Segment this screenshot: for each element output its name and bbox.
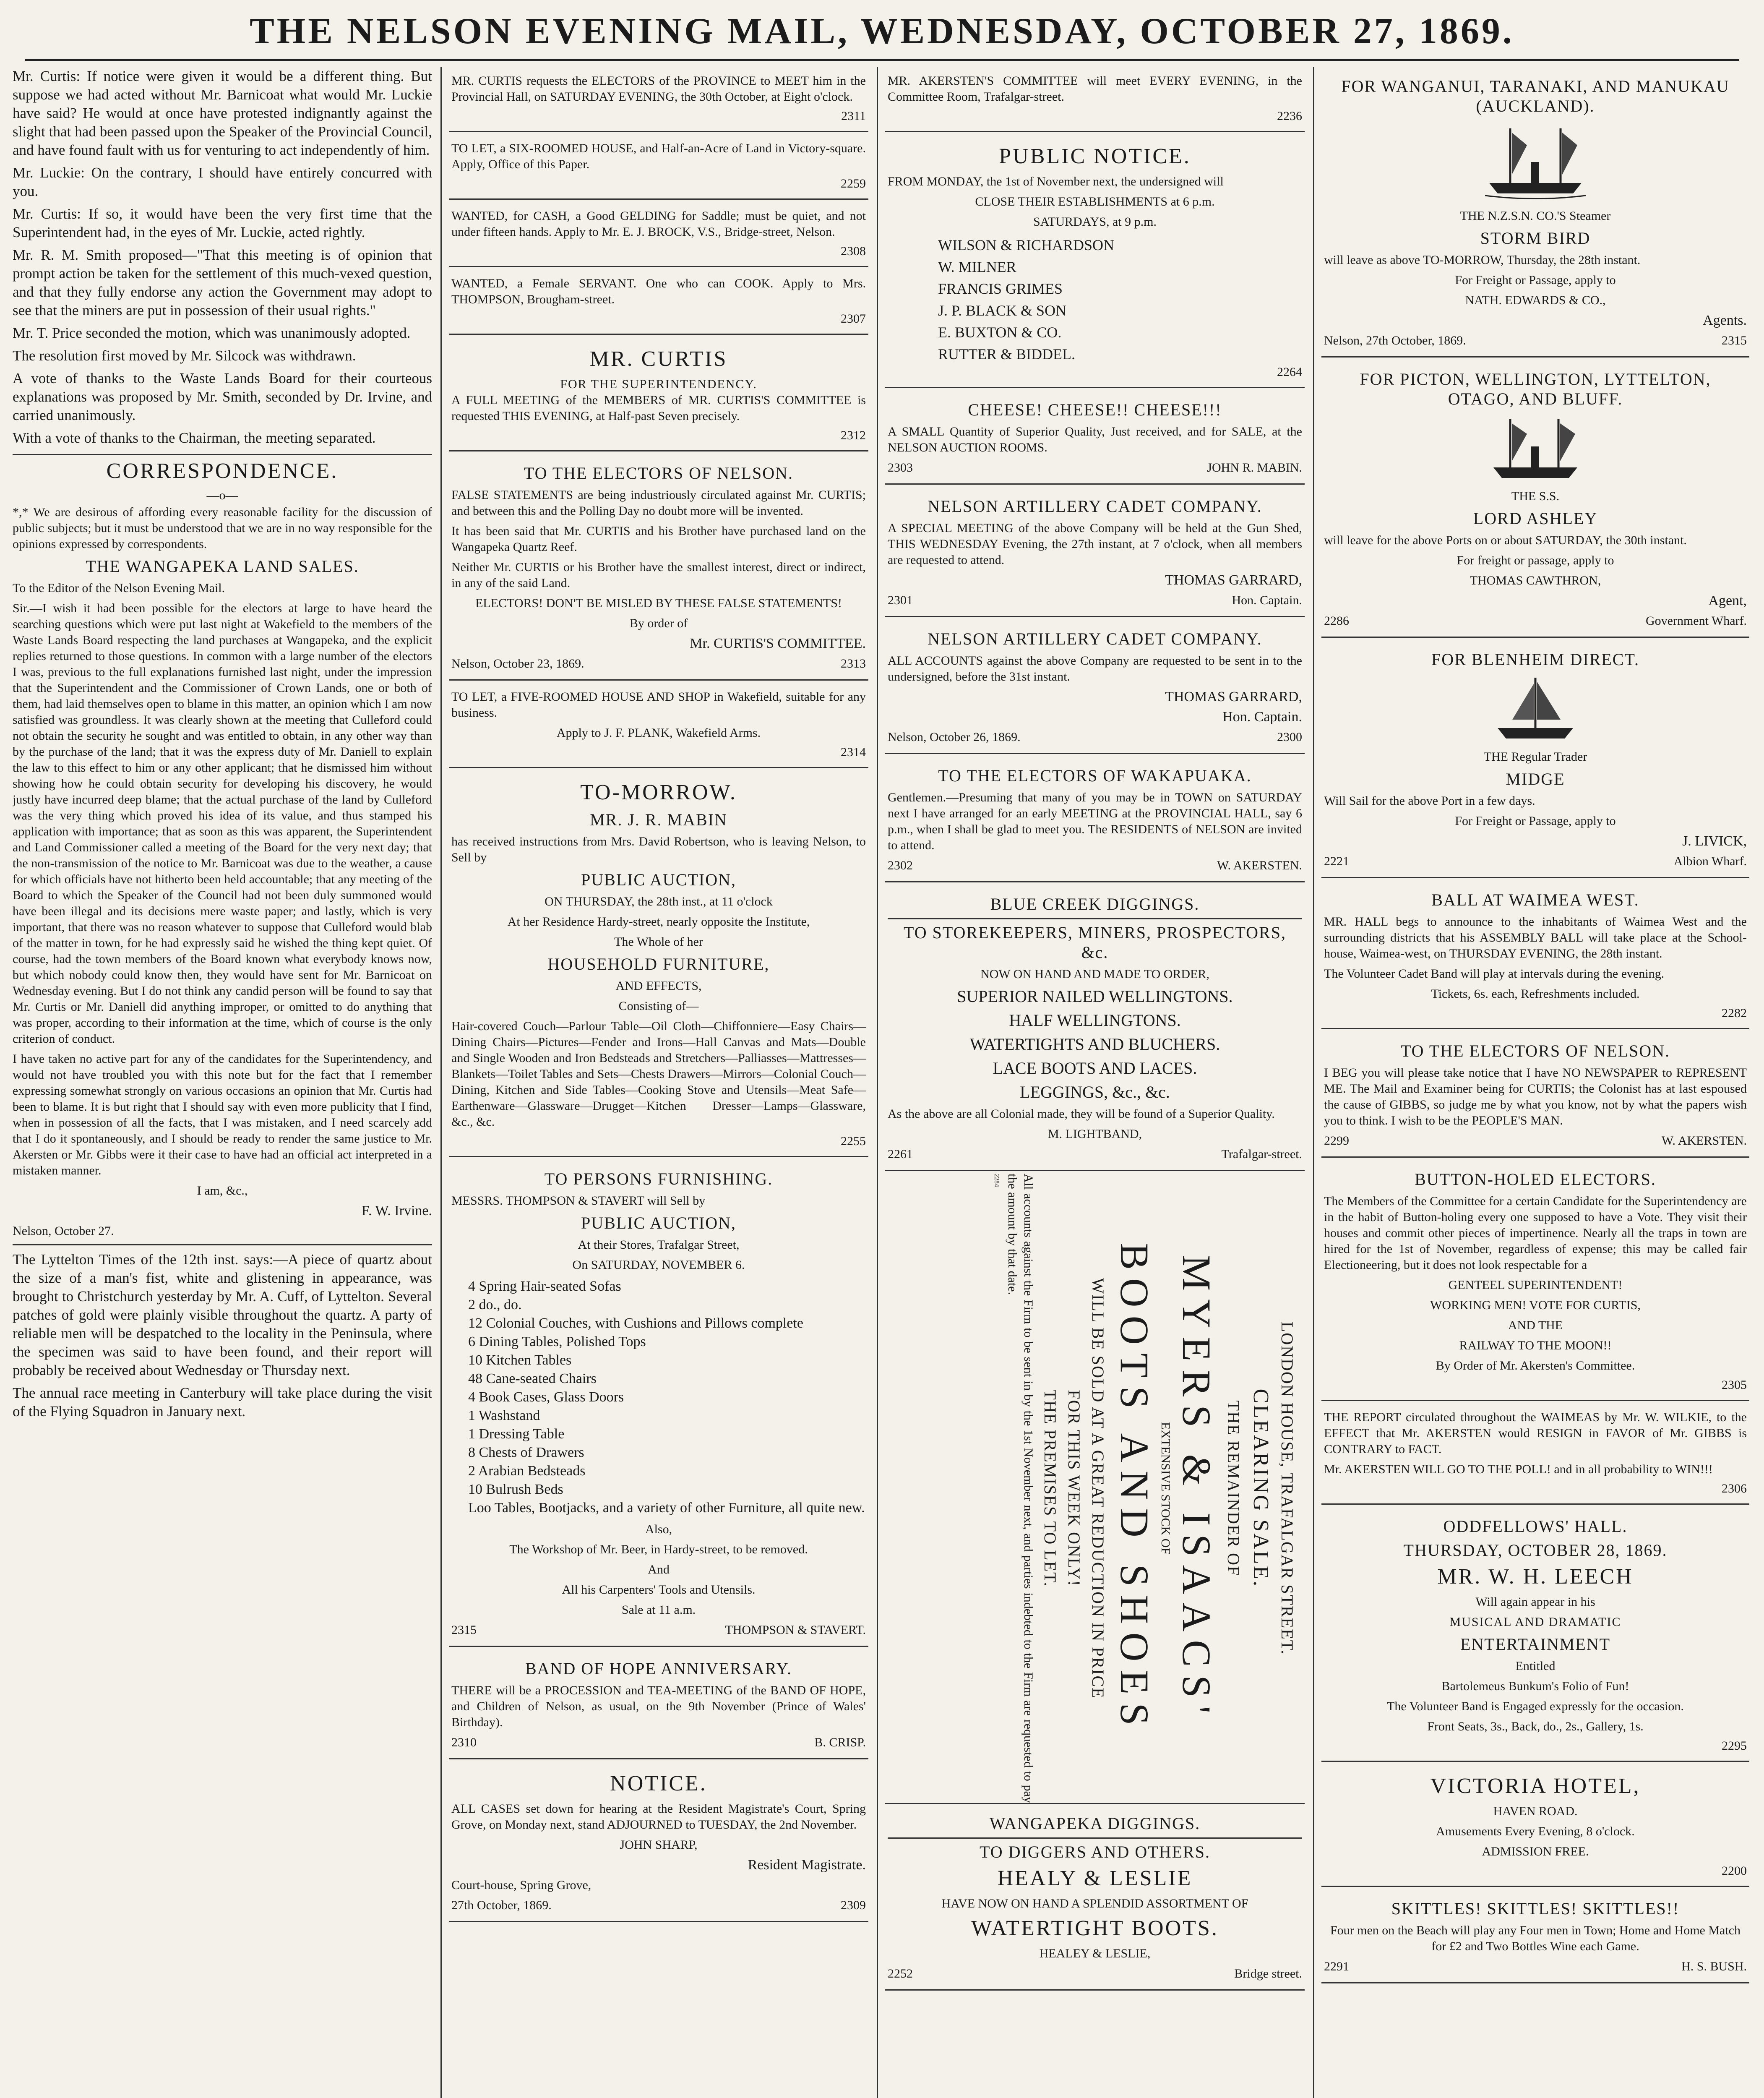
advert-text: HAVE NOW ON HAND A SPLENDID ASSORTMENT OF bbox=[941, 1897, 1248, 1910]
advert-text: Gentlemen.—Presuming that many of you may be in TOWN on SATURDAY next I have arranged for an early MEETING at the PROVINCIAL HALL, say 6 p.m., when I shall be glad to meet you. The RESIDENTS of NELSON are invited to attend. bbox=[888, 791, 1302, 852]
advert-line: HAVEN ROAD. bbox=[1493, 1804, 1578, 1818]
advert-by: By Order of Mr. Akersten's Committee. bbox=[1436, 1359, 1635, 1373]
advert-heading: BALL AT WAIMEA WEST. bbox=[1431, 890, 1639, 909]
advert-text: Four men on the Beach will play any Four men in Town; Home and Home Match for £2 and Two Bottles Wine each Game. bbox=[1330, 1923, 1741, 1953]
advert-signature: B. CRISP. bbox=[814, 1735, 866, 1749]
letter-date: Nelson, October 27. bbox=[13, 1224, 114, 1238]
advert-number: 2282 bbox=[1722, 1006, 1747, 1020]
paragraph: Mr. Luckie: On the contrary, I should have entirely concurred with you. bbox=[13, 164, 432, 199]
advert-line: WILL BE SOLD AT A GREAT REDUCTION IN PRICE bbox=[1089, 1278, 1107, 1699]
advert-heading: FOR PICTON, WELLINGTON, LYTTELTON, OTAGO, AND BLUFF. bbox=[1360, 370, 1711, 408]
advert-freight: For Freight or Passage, apply to bbox=[1455, 273, 1616, 287]
divider: —o— bbox=[206, 488, 238, 502]
advert-number: 2295 bbox=[1722, 1739, 1747, 1753]
advert-number: 2306 bbox=[1722, 1482, 1747, 1495]
product-line: WATERTIGHTS AND BLUCHERS. bbox=[969, 1035, 1220, 1054]
list-item: FRANCIS GRIMES bbox=[938, 280, 1063, 297]
advert-number: 2255 bbox=[841, 1134, 866, 1148]
sailing-ship-icon bbox=[1489, 673, 1582, 745]
advert-number: 2299 bbox=[1324, 1134, 1349, 1148]
advert-wanted-gelding bbox=[449, 202, 868, 267]
advert-number: 2291 bbox=[1324, 1960, 1349, 1973]
advert-text: will leave for the above Ports on or about SATURDAY, the 30th instant. bbox=[1324, 533, 1687, 547]
masthead bbox=[25, 8, 1739, 61]
advert-heading: SKITTLES! SKITTLES! SKITTLES!! bbox=[1391, 1899, 1680, 1918]
advert-line: THE PREMISES TO LET. bbox=[1041, 1389, 1060, 1587]
advert-place: Trafalgar-street. bbox=[1221, 1147, 1302, 1161]
column-3 bbox=[885, 67, 1305, 2098]
auction-effects: AND EFFECTS, bbox=[615, 979, 702, 993]
advert-text: WANTED, for CASH, a Good GELDING for Saddle; must be quiet, and not under fifteen hands. Apply to Mr. E. J. BROCK, V.S., Bridge-street, Nelson. bbox=[451, 209, 866, 239]
auction-also: Also, bbox=[645, 1522, 672, 1536]
advert-text: A FULL MEETING of the MEMBERS of MR. CURTIS'S COMMITTEE is requested THIS EVENING, at Half-past Seven precisely. bbox=[451, 393, 866, 423]
advert-midge bbox=[1321, 640, 1749, 878]
advert-subheading: TO DIGGERS AND OTHERS. bbox=[980, 1842, 1210, 1861]
advert-heading: LONDON HOUSE, TRAFALGAR STREET. bbox=[1278, 1321, 1297, 1655]
advert-heading: NOTICE. bbox=[610, 1772, 707, 1795]
advert-cadet-accounts bbox=[885, 620, 1305, 754]
letter-paragraph: I have taken no active part for any of the candidates for the Superintendency, and would not have troubled you with this note but for the fact that I remember expressing somewhat strongly on various occasions an opinion that Mr. Curtis had been to blame. It is but right that I should say with even more publicity that I find, when in possession of all the facts, that I was mistaken, and I need scarcely add that I do it spontaneously, and I should be ready to render the same justice to Mr. Akersten or Mr. Gibbs were it their case to have had an official act interpreted in a mistaken manner. bbox=[13, 1052, 432, 1177]
advert-text: Neither Mr. CURTIS or his Brother have the smallest interest, direct or indirect, in any of the said Land. bbox=[451, 560, 866, 590]
product-line: SUPERIOR NAILED WELLINGTONS. bbox=[957, 987, 1233, 1006]
advert-text: MESSRS. THOMPSON & STAVERT will Sell by bbox=[451, 1194, 706, 1208]
advert-heading: MR. CURTIS bbox=[589, 347, 728, 371]
advert-heading: FOR BLENHEIM DIRECT. bbox=[1431, 650, 1639, 669]
advert-signature: JOHN SHARP, bbox=[620, 1838, 698, 1852]
advert-firm: HEALY & LESLIE bbox=[997, 1866, 1193, 1890]
auction-time: Sale at 11 a.m. bbox=[621, 1603, 696, 1617]
correspondence-note: *,* We are desirous of affording every reasonable facility for the discussion of public subjects; but it must be understood that we are in no way responsible for the opinions expressed by correspondents. bbox=[13, 505, 432, 551]
letter-salutation: To the Editor of the Nelson Evening Mail. bbox=[13, 581, 225, 595]
list-item: W. MILNER bbox=[938, 258, 1016, 275]
list-item: WILSON & RICHARDSON bbox=[938, 237, 1115, 253]
advert-number: 2236 bbox=[1277, 109, 1302, 123]
advert-place: Government Wharf. bbox=[1645, 614, 1747, 628]
advert-text: ALL ACCOUNTS against the above Company are requested to be sent in to the undersigned, before the 31st instant. bbox=[888, 654, 1302, 684]
auction-and: And bbox=[648, 1563, 670, 1576]
advert-signature: THOMAS GARRARD, bbox=[1165, 689, 1302, 705]
advert-text: A SMALL Quantity of Superior Quality, Just received, and for SALE, at the NELSON AUCTION ROOMS. bbox=[888, 425, 1302, 454]
advert-date: Nelson, October 23, 1869. bbox=[451, 657, 584, 671]
auction-items bbox=[451, 1277, 866, 1517]
advert-line: FOR THIS WEEK ONLY! bbox=[1065, 1390, 1084, 1587]
advert-text: WANTED, a Female SERVANT. One who can COOK. Apply to Mrs. THOMPSON, Brougham-street. bbox=[451, 277, 866, 306]
advert-number: 2300 bbox=[1277, 730, 1302, 744]
advert-text: Will Sail for the above Port in a few days. bbox=[1324, 794, 1535, 808]
advert-number: 2312 bbox=[841, 428, 866, 442]
advert-wanted-servant bbox=[449, 270, 868, 335]
advert-thompson-stavert bbox=[449, 1160, 868, 1647]
advert-role: Resident Magistrate. bbox=[748, 1857, 866, 1873]
advert-role: Hon. Captain. bbox=[1222, 709, 1302, 725]
list-item: J. P. BLACK & SON bbox=[938, 302, 1067, 319]
advert-text: A SPECIAL MEETING of the above Company will be held at the Gun Shed, THIS WEDNESDAY Evening, the 27th instant, at 7 o'clock, when all members are requested to attend. bbox=[888, 521, 1302, 567]
auction-label: PUBLIC AUCTION, bbox=[581, 870, 737, 889]
advert-heading: BLUE CREEK DIGGINGS. bbox=[990, 895, 1200, 913]
advert-wakapuaka bbox=[885, 757, 1305, 882]
advert-subheading: CLEARING SALE. bbox=[1249, 1388, 1273, 1588]
advert-line: THE N.Z.S.N. CO.'S Steamer bbox=[1460, 209, 1611, 223]
advert-role: Hon. Captain. bbox=[1232, 593, 1302, 607]
advert-firm: MYERS & ISAACS' bbox=[1174, 1255, 1219, 1722]
advert-line: WORKING MEN! VOTE FOR CURTIS, bbox=[1430, 1298, 1641, 1312]
advert-text: It has been said that Mr. CURTIS and his Brother have purchased land on the Wangapeka Quartz Reef. bbox=[451, 524, 866, 554]
advert-curtis-meeting bbox=[449, 67, 868, 132]
advert-text: The Volunteer Cadet Band will play at intervals during the evening. bbox=[1324, 967, 1665, 981]
list-item: 6 Dining Tables, Polished Tops bbox=[468, 1334, 646, 1349]
advert-product: BOOTS AND SHOES bbox=[1112, 1243, 1157, 1734]
advert-london-house-rotated bbox=[885, 1174, 1305, 1804]
auction-heading: HOUSEHOLD FURNITURE, bbox=[547, 955, 770, 973]
show-title: Bartolemeus Bunkum's Folio of Fun! bbox=[1441, 1679, 1629, 1693]
list-item: 1 Dressing Table bbox=[468, 1426, 565, 1442]
advert-close: CLOSE THEIR ESTABLISHMENTS at 6 p.m. bbox=[975, 195, 1215, 209]
advert-notice bbox=[449, 1762, 868, 1922]
advert-number: 2284 bbox=[993, 1174, 1000, 1187]
advert-line: THE Regular Trader bbox=[1483, 750, 1587, 764]
product-line: LACE BOOTS AND LACES. bbox=[993, 1059, 1197, 1078]
advert-line: Will again appear in his bbox=[1475, 1595, 1595, 1609]
advert-line: THE S.S. bbox=[1511, 489, 1560, 503]
advert-signature: H. S. BUSH. bbox=[1681, 1960, 1747, 1973]
advert-number: 2315 bbox=[451, 1623, 477, 1637]
news-item: The annual race meeting in Canterbury will take place during the visit of the Flying Squadron in January next. bbox=[13, 1385, 432, 1420]
list-item: 2 Arabian Bedsteads bbox=[468, 1463, 586, 1479]
advert-heading: ODDFELLOWS' HALL. bbox=[1443, 1517, 1628, 1536]
paragraph: Mr. R. M. Smith proposed—"That this meeting is of opinion that prompt action be taken for the settlement of this much-vexed question, and that they fully endorse any action the Government may adopt to see that the miners are put in possession of their usual rights." bbox=[13, 247, 432, 318]
advert-text: THE REPORT circulated throughout the WAIMEAS by Mr. W. WILKIE, to the EFFECT that Mr. AKERSTEN would RESIGN in FAVOR of Mr. GIBBS is CONTRARY to FACT. bbox=[1324, 1410, 1747, 1456]
advert-apply: Apply to J. F. PLANK, Wakefield Arms. bbox=[556, 726, 761, 740]
advert-heading: TO THE ELECTORS OF NELSON. bbox=[524, 464, 794, 483]
advert-date: 27th October, 1869. bbox=[451, 1898, 552, 1912]
advert-akersten-committee bbox=[885, 67, 1305, 132]
advert-cadet-meeting bbox=[885, 487, 1305, 617]
advert-heading: BAND OF HOPE ANNIVERSARY. bbox=[525, 1659, 792, 1678]
auction-date: ON THURSDAY, the 28th inst., at 11 o'clock bbox=[545, 895, 773, 908]
advert-signature: THOMPSON & STAVERT. bbox=[725, 1623, 866, 1637]
performer-name: MR. W. H. LEECH bbox=[1437, 1565, 1634, 1589]
advert-number: 2313 bbox=[841, 657, 866, 671]
list-item: Loo Tables, Bootjacks, and a variety of other Furniture, all quite new. bbox=[468, 1500, 865, 1516]
advert-text: THERE will be a PROCESSION and TEA-MEETING of the BAND OF HOPE, and Children of Nelson, as usual, on the 9th November (Prince of Wales' Birthday). bbox=[451, 1683, 866, 1729]
advert-date: Nelson, October 26, 1869. bbox=[888, 730, 1021, 744]
advert-button-holed bbox=[1321, 1160, 1749, 1401]
advert-signature: THOMAS GARRARD, bbox=[1165, 572, 1302, 588]
list-item: 10 Bulrush Beds bbox=[468, 1482, 563, 1497]
firms-list bbox=[888, 234, 1302, 365]
advert-line: ENTERTAINMENT bbox=[1460, 1635, 1611, 1654]
advert-date: THURSDAY, OCTOBER 28, 1869. bbox=[1403, 1541, 1668, 1560]
news-item: The Lyttelton Times of the 12th inst. says:—A piece of quartz about the size of a man's fist, white and glistening in appearance, was brought to Christchurch yesterday by Mr. A. Cuff, of Lyttelton. Several patches of gold were plainly visible throughout the quartz. A party of reliable men will be despatched to the locality in the Peninsula, where the specimen was said to have been found, and their report will probably be received about Wednesday or Thursday next. bbox=[13, 1251, 432, 1378]
column-rule bbox=[877, 67, 878, 2098]
list-item: 48 Cane-seated Chairs bbox=[468, 1371, 597, 1386]
advert-text: FROM MONDAY, the 1st of November next, the undersigned will bbox=[888, 175, 1224, 188]
advert-number: 2315 bbox=[1722, 334, 1747, 347]
advert-number: 2314 bbox=[841, 745, 866, 759]
advert-heading: NELSON ARTILLERY CADET COMPANY. bbox=[928, 629, 1262, 648]
advert-ball-waimea bbox=[1321, 881, 1749, 1029]
advert-mabin-auction bbox=[449, 771, 868, 1157]
letter-close: I am, &c., bbox=[197, 1184, 248, 1198]
advert-electors-nelson bbox=[449, 454, 868, 681]
advert-number: 2310 bbox=[451, 1735, 477, 1749]
meeting-report bbox=[13, 67, 432, 447]
product-line: HALF WELLINGTONS. bbox=[1009, 1011, 1181, 1030]
advert-number: 2221 bbox=[1324, 854, 1349, 868]
advert-heading: TO PERSONS FURNISHING. bbox=[544, 1169, 773, 1188]
advert-role: Agent, bbox=[1708, 593, 1747, 608]
list-item: 4 Spring Hair-seated Sofas bbox=[468, 1279, 621, 1294]
column-rule bbox=[440, 67, 442, 2098]
advert-freight: For Freight or Passage, apply to bbox=[1455, 814, 1616, 828]
advert-number: 2259 bbox=[841, 177, 866, 190]
auctioneer-name: MR. J. R. MABIN bbox=[590, 810, 727, 829]
list-item: 12 Colonial Couches, with Cushions and Pillows complete bbox=[468, 1315, 803, 1331]
paragraph: Mr. Curtis: If notice were given it would be a different thing. But suppose we had acted without Mr. Barnicoat what would Mr. Luckie have said? He would at once have protested indignantly against the slight that had been passed upon the Speaker of the Provincial Council, and have found fault with us for venturing to act independently of him. bbox=[13, 68, 432, 158]
advert-number: 2200 bbox=[1722, 1864, 1747, 1878]
advert-text: NOW ON HAND AND MADE TO ORDER, bbox=[980, 967, 1209, 981]
advert-text: Mr. AKERSTEN WILL GO TO THE POLL! and in all probability to WIN!!! bbox=[1324, 1462, 1713, 1476]
advert-agent: THOMAS CAWTHRON, bbox=[1470, 574, 1601, 587]
list-item: RUTTER & BIDDEL. bbox=[938, 346, 1075, 363]
advert-text: will leave as above TO-MORROW, Thursday, the 28th instant. bbox=[1324, 253, 1641, 267]
ship-name: LORD ASHLEY bbox=[1473, 509, 1598, 528]
advert-cheese bbox=[885, 391, 1305, 485]
advert-product: WATERTIGHT BOOTS. bbox=[971, 1916, 1219, 1940]
advert-place: Court-house, Spring Grove, bbox=[451, 1878, 591, 1892]
advert-to-let-shop bbox=[449, 683, 868, 768]
advert-number: 2252 bbox=[888, 1967, 913, 1981]
advert-number: 2309 bbox=[841, 1898, 866, 1912]
advert-number: 2307 bbox=[841, 312, 866, 326]
advert-agent: J. LIVICK, bbox=[1682, 833, 1747, 849]
advert-oddfellows bbox=[1321, 1507, 1749, 1762]
advert-signature: HEALEY & LESLIE, bbox=[1039, 1947, 1151, 1960]
advert-heading: TO THE ELECTORS OF NELSON. bbox=[1400, 1041, 1670, 1060]
advert-by: By order of bbox=[629, 616, 688, 630]
advert-heading: PUBLIC NOTICE. bbox=[999, 144, 1191, 168]
advert-text: ALL CASES set down for hearing at the Resident Magistrate's Court, Spring Grove, on Monday next, stand ADJOURNED to TUESDAY, the 2nd November. bbox=[451, 1802, 866, 1832]
paragraph: With a vote of thanks to the Chairman, the meeting separated. bbox=[13, 430, 376, 446]
advert-band-of-hope bbox=[449, 1649, 868, 1759]
advert-lord-ashley bbox=[1321, 360, 1749, 638]
advert-signature: M. LIGHTBAND, bbox=[1047, 1127, 1142, 1141]
advert-line: THE REMAINDER OF bbox=[1224, 1400, 1243, 1576]
paragraph: A vote of thanks to the Waste Lands Board for their courteous explanations was proposed by Mr. Smith, seconded by Dr. Irvine, and carried unanimously. bbox=[13, 370, 432, 423]
advert-line: Entitled bbox=[1515, 1659, 1556, 1673]
advert-line: EXTENSIVE STOCK OF bbox=[1159, 1422, 1173, 1555]
rotated-advert bbox=[885, 1174, 1300, 1803]
advert-skittles bbox=[1321, 1889, 1749, 1983]
list-item: 2 do., do. bbox=[468, 1297, 522, 1313]
advert-signature: W. AKERSTEN. bbox=[1217, 859, 1302, 872]
auction-tools: All his Carpenters' Tools and Utensils. bbox=[562, 1583, 756, 1597]
advert-text: The Volunteer Band is Engaged expressly for the occasion. bbox=[1387, 1699, 1684, 1713]
product-line: LEGGINGS, &c., &c. bbox=[1020, 1083, 1170, 1101]
advert-warning: ELECTORS! DON'T BE MISLED BY THESE FALSE STATEMENTS! bbox=[475, 596, 842, 610]
advert-prices: Front Seats, 3s., Back, do., 2s., Gallery, 1s. bbox=[1427, 1720, 1644, 1733]
letter-signature: F. W. Irvine. bbox=[361, 1203, 432, 1219]
auction-consisting: Consisting of— bbox=[618, 999, 699, 1013]
paragraph: The resolution first moved by Mr. Silcock was withdrawn. bbox=[13, 347, 356, 364]
paragraph: Mr. Curtis: If so, it would have been the very first time that the Superintendent had, in the eyes of Mr. Luckie, acted rightly. bbox=[13, 206, 432, 240]
advert-text: TO LET, a FIVE-ROOMED HOUSE AND SHOP in Wakefield, suitable for any business. bbox=[451, 690, 866, 720]
advert-line: ADMISSION FREE. bbox=[1482, 1845, 1589, 1858]
advert-role: Agents. bbox=[1703, 313, 1747, 328]
letter-title: THE WANGAPEKA LAND SALES. bbox=[86, 557, 359, 576]
advert-report bbox=[1321, 1404, 1749, 1505]
advert-heading: BUTTON-HOLED ELECTORS. bbox=[1415, 1170, 1656, 1189]
auction-workshop: The Workshop of Mr. Beer, in Hardy-street, to be removed. bbox=[509, 1542, 808, 1556]
advert-line: RAILWAY TO THE MOON!! bbox=[1459, 1339, 1612, 1352]
advert-heading: FOR WANGANUI, TARANAKI, AND MANUKAU (AUCKLAND). bbox=[1341, 77, 1730, 115]
advert-signature: W. AKERSTEN. bbox=[1661, 1134, 1747, 1148]
advert-subheading: FOR THE SUPERINTENDENCY. bbox=[560, 377, 757, 391]
advert-signature: Mr. CURTIS'S COMMITTEE. bbox=[690, 636, 866, 651]
advert-heading: WANGAPEKA DIGGINGS. bbox=[989, 1814, 1201, 1833]
list-item: 10 Kitchen Tables bbox=[468, 1352, 572, 1368]
auction-whole: The Whole of her bbox=[614, 935, 703, 949]
advert-number: 2303 bbox=[888, 461, 913, 475]
advert-text: has received instructions from Mrs. David Robertson, who is leaving Nelson, to Sell by bbox=[451, 835, 866, 864]
column-rule bbox=[1313, 67, 1314, 2098]
advert-agent: NATH. EDWARDS & CO., bbox=[1465, 293, 1606, 307]
advert-place: Bridge street. bbox=[1234, 1967, 1302, 1981]
advert-saturday: SATURDAYS, at 9 p.m. bbox=[1033, 215, 1157, 229]
advert-place: Albion Wharf. bbox=[1673, 854, 1747, 868]
list-item: E. BUXTON & CO. bbox=[938, 324, 1062, 341]
advert-text: MR. AKERSTEN'S COMMITTEE will meet EVERY EVENING, in the Committee Room, Trafalgar-street. bbox=[888, 74, 1302, 104]
advert-text: As the above are all Colonial made, they will be found of a Superior Quality. bbox=[888, 1107, 1275, 1121]
paragraph: Mr. T. Price seconded the motion, which was unanimously adopted. bbox=[13, 325, 411, 341]
advert-number: 2286 bbox=[1324, 614, 1349, 628]
advert-signature: JOHN R. MABIN. bbox=[1207, 461, 1302, 475]
advert-date: Nelson, 27th October, 1869. bbox=[1324, 334, 1466, 347]
advert-text: FALSE STATEMENTS are being industriously circulated against Mr. CURTIS; and between this and the Polling Day no doubt more will be invented. bbox=[451, 488, 866, 518]
column-1 bbox=[13, 67, 432, 2098]
column-4 bbox=[1321, 67, 1749, 2098]
advert-subheading: TO STOREKEEPERS, MINERS, PROSPECTORS, &c. bbox=[904, 923, 1286, 962]
advert-number: 2308 bbox=[841, 244, 866, 258]
letter-paragraph: Sir.—I wish it had been possible for the electors at large to have heard the searching questions which were put last night at Wakefield to the members of the Waste Lands Board respecting the land purchases at Wangapeka, and the explicit replies returned to those questions. In common with a large number of the electors I was, previous to the full explanations furnished last night, under the impression that the Superintendent and the Commissioner of Crown Lands, one or both of them, had laid themselves open to blame in this matter, an opinion which I am now satisfied was groundless. It was clearly shown at the meeting that Culleford could not obtain the security he sought and was entitled to obtain, in any other way than by the purchase of the land; that it was the express duty of Mr. Daniell to explain the law to this effect to him or any other applicant; that he dismissed him without showing how he could obtain security for developing his discovery, he would justly have incurred deep blame; that the actual purchase of the land by Culleford was the very thing which proved his idea of its value, and thus stamped his application with importance; that as soon as this was apparent, the Superintendent and Land Commissioner called a meeting of the Board for the very next day; that the non-transmission of the notice to Mr. Barnicoat was due to the weather, a cause for which officials have not hitherto been held accountable; that any meeting of the Board to which the Speaker of the Council had not been duly summoned would have been illegal and its decisions mere waste paper; and lastly, which is very important, that there was no reason whatever to suppose that Culleford would blab of the matter in town, for he had expressly said he wished the thing kept quiet. Of course, had the town members of the Board known what everybody knows now, but which nobody could know then, they would have sent for Mr. Barnicoat on Wednesday evening. But I do not think any candid person will be found to say that Mr. Curtis or Mr. Daniell did anything improper, or omitted to do anything that was proper, according to their information at the time, which of course is the only criterion of conduct. bbox=[13, 601, 432, 1046]
advert-number: 2261 bbox=[888, 1147, 913, 1161]
advert-text: TO LET, a SIX-ROOMED HOUSE, and Half-an-Acre of Land in Victory-square. Apply, Office of this Paper. bbox=[451, 141, 866, 171]
advert-number: 2305 bbox=[1722, 1378, 1747, 1392]
advert-line: GENTEEL SUPERINTENDENT! bbox=[1448, 1278, 1623, 1292]
advert-storm-bird bbox=[1321, 67, 1749, 357]
newspaper-title: THE NELSON EVENING MAIL, WEDNESDAY, OCTOBER 27, 1869. bbox=[250, 11, 1514, 52]
advert-heading: VICTORIA HOTEL, bbox=[1430, 1774, 1641, 1798]
advert-number: 2311 bbox=[841, 109, 866, 123]
advert-lightband bbox=[885, 885, 1305, 1171]
steamer-icon bbox=[1481, 120, 1590, 204]
list-item: 1 Washstand bbox=[468, 1408, 540, 1423]
advert-text: MR. HALL begs to announce to the inhabitants of Waimea West and the surrounding districts that his ASSEMBLY BALL will take place at the School-house, Waimea-west, on THURSDAY EVENING, the 28th instant. bbox=[1324, 915, 1747, 960]
advert-heading: TO THE ELECTORS OF WAKAPUAKA. bbox=[938, 766, 1252, 785]
advert-heading: NELSON ARTILLERY CADET COMPANY. bbox=[928, 497, 1262, 516]
advert-to-let bbox=[449, 135, 868, 200]
advert-text: I BEG you will please take notice that I have NO NEWSPAPER to REPRESENT ME. The Mail and Examiner being for CURTIS; the Colonist has at last espoused the cause of GIBBS, so judge me by what you know, not by what the papers wish you to think. I wish to be the PEOPLE'S MAN. bbox=[1324, 1066, 1747, 1127]
advert-heading: CHEESE! CHEESE!! CHEESE!!! bbox=[968, 400, 1222, 419]
advert-text: MR. CURTIS requests the ELECTORS of the PROVINCE to MEET him in the Provincial Hall, on SATURDAY EVENING, the 30th October, at Eight o'clock. bbox=[451, 74, 866, 104]
auction-place: At their Stores, Trafalgar Street, bbox=[578, 1238, 740, 1252]
auction-place: At her Residence Hardy-street, nearly opposite the Institute, bbox=[507, 915, 810, 929]
advert-text: All accounts against the Firm to be sent in by the 1st November next, and parties indebted to the Firm are requested to pay the amount by that date. bbox=[1006, 1174, 1035, 1803]
advert-line: AND THE bbox=[1508, 1318, 1563, 1332]
advert-text: The Members of the Committee for a certain Candidate for the Superintendency are in the habit of Button-holing every one supposed to have a Vote. They visit their houses and commit other pieces of impertinence. Nearly all the traps in town are hired for the 1st of November, regardless of expense; this may be called fair Electioneering, but it does not look respectable for a bbox=[1324, 1194, 1747, 1272]
advert-tickets: Tickets, 6s. each, Refreshments included. bbox=[1431, 987, 1640, 1001]
auction-label: PUBLIC AUCTION, bbox=[581, 1213, 737, 1232]
advert-heading: TO-MORROW. bbox=[580, 780, 737, 804]
advert-line: MUSICAL AND DRAMATIC bbox=[1449, 1615, 1621, 1629]
advert-akersten-electors bbox=[1321, 1032, 1749, 1158]
advert-healey-leslie bbox=[885, 1804, 1305, 1991]
advert-number: 2264 bbox=[1277, 365, 1302, 379]
auction-list: Hair-covered Couch—Parlour Table—Oil Cloth—Chiffonniere—Easy Chairs—Dining Chairs—Pictures—Fender and Irons—Hall Canvas and Mats—Double and Single Wooden and Iron Bedsteads and Stretchers—Palliasses—Mattresses—Blankets—Toilet Tables and Sets—Chests Drawers—Mirrors—Colonial Couch—Dining, Kitchen and Side Tables—Cooking Stove and Utensils—Meat Safe—Earthenware—Glassware—Drugget—Kitchen Dresser—Lamps—Glassware, &c., &c. bbox=[451, 1019, 866, 1129]
advert-public-notice bbox=[885, 135, 1305, 388]
list-item: 8 Chests of Drawers bbox=[468, 1445, 584, 1460]
advert-number: 2301 bbox=[888, 593, 913, 607]
advert-freight: For freight or passage, apply to bbox=[1457, 553, 1614, 567]
auction-date: On SATURDAY, NOVEMBER 6. bbox=[572, 1258, 745, 1272]
list-item: 4 Book Cases, Glass Doors bbox=[468, 1389, 624, 1405]
advert-victoria-hotel bbox=[1321, 1764, 1749, 1887]
advert-number: 2302 bbox=[888, 859, 913, 872]
ship-name: MIDGE bbox=[1506, 770, 1565, 788]
advert-curtis-committee bbox=[449, 337, 868, 451]
steamer-icon bbox=[1485, 413, 1586, 484]
correspondence-heading: CORRESPONDENCE. bbox=[106, 459, 339, 483]
column-2 bbox=[449, 67, 868, 2098]
ship-name: STORM BIRD bbox=[1480, 229, 1591, 248]
advert-line: Amusements Every Evening, 8 o'clock. bbox=[1436, 1824, 1635, 1838]
